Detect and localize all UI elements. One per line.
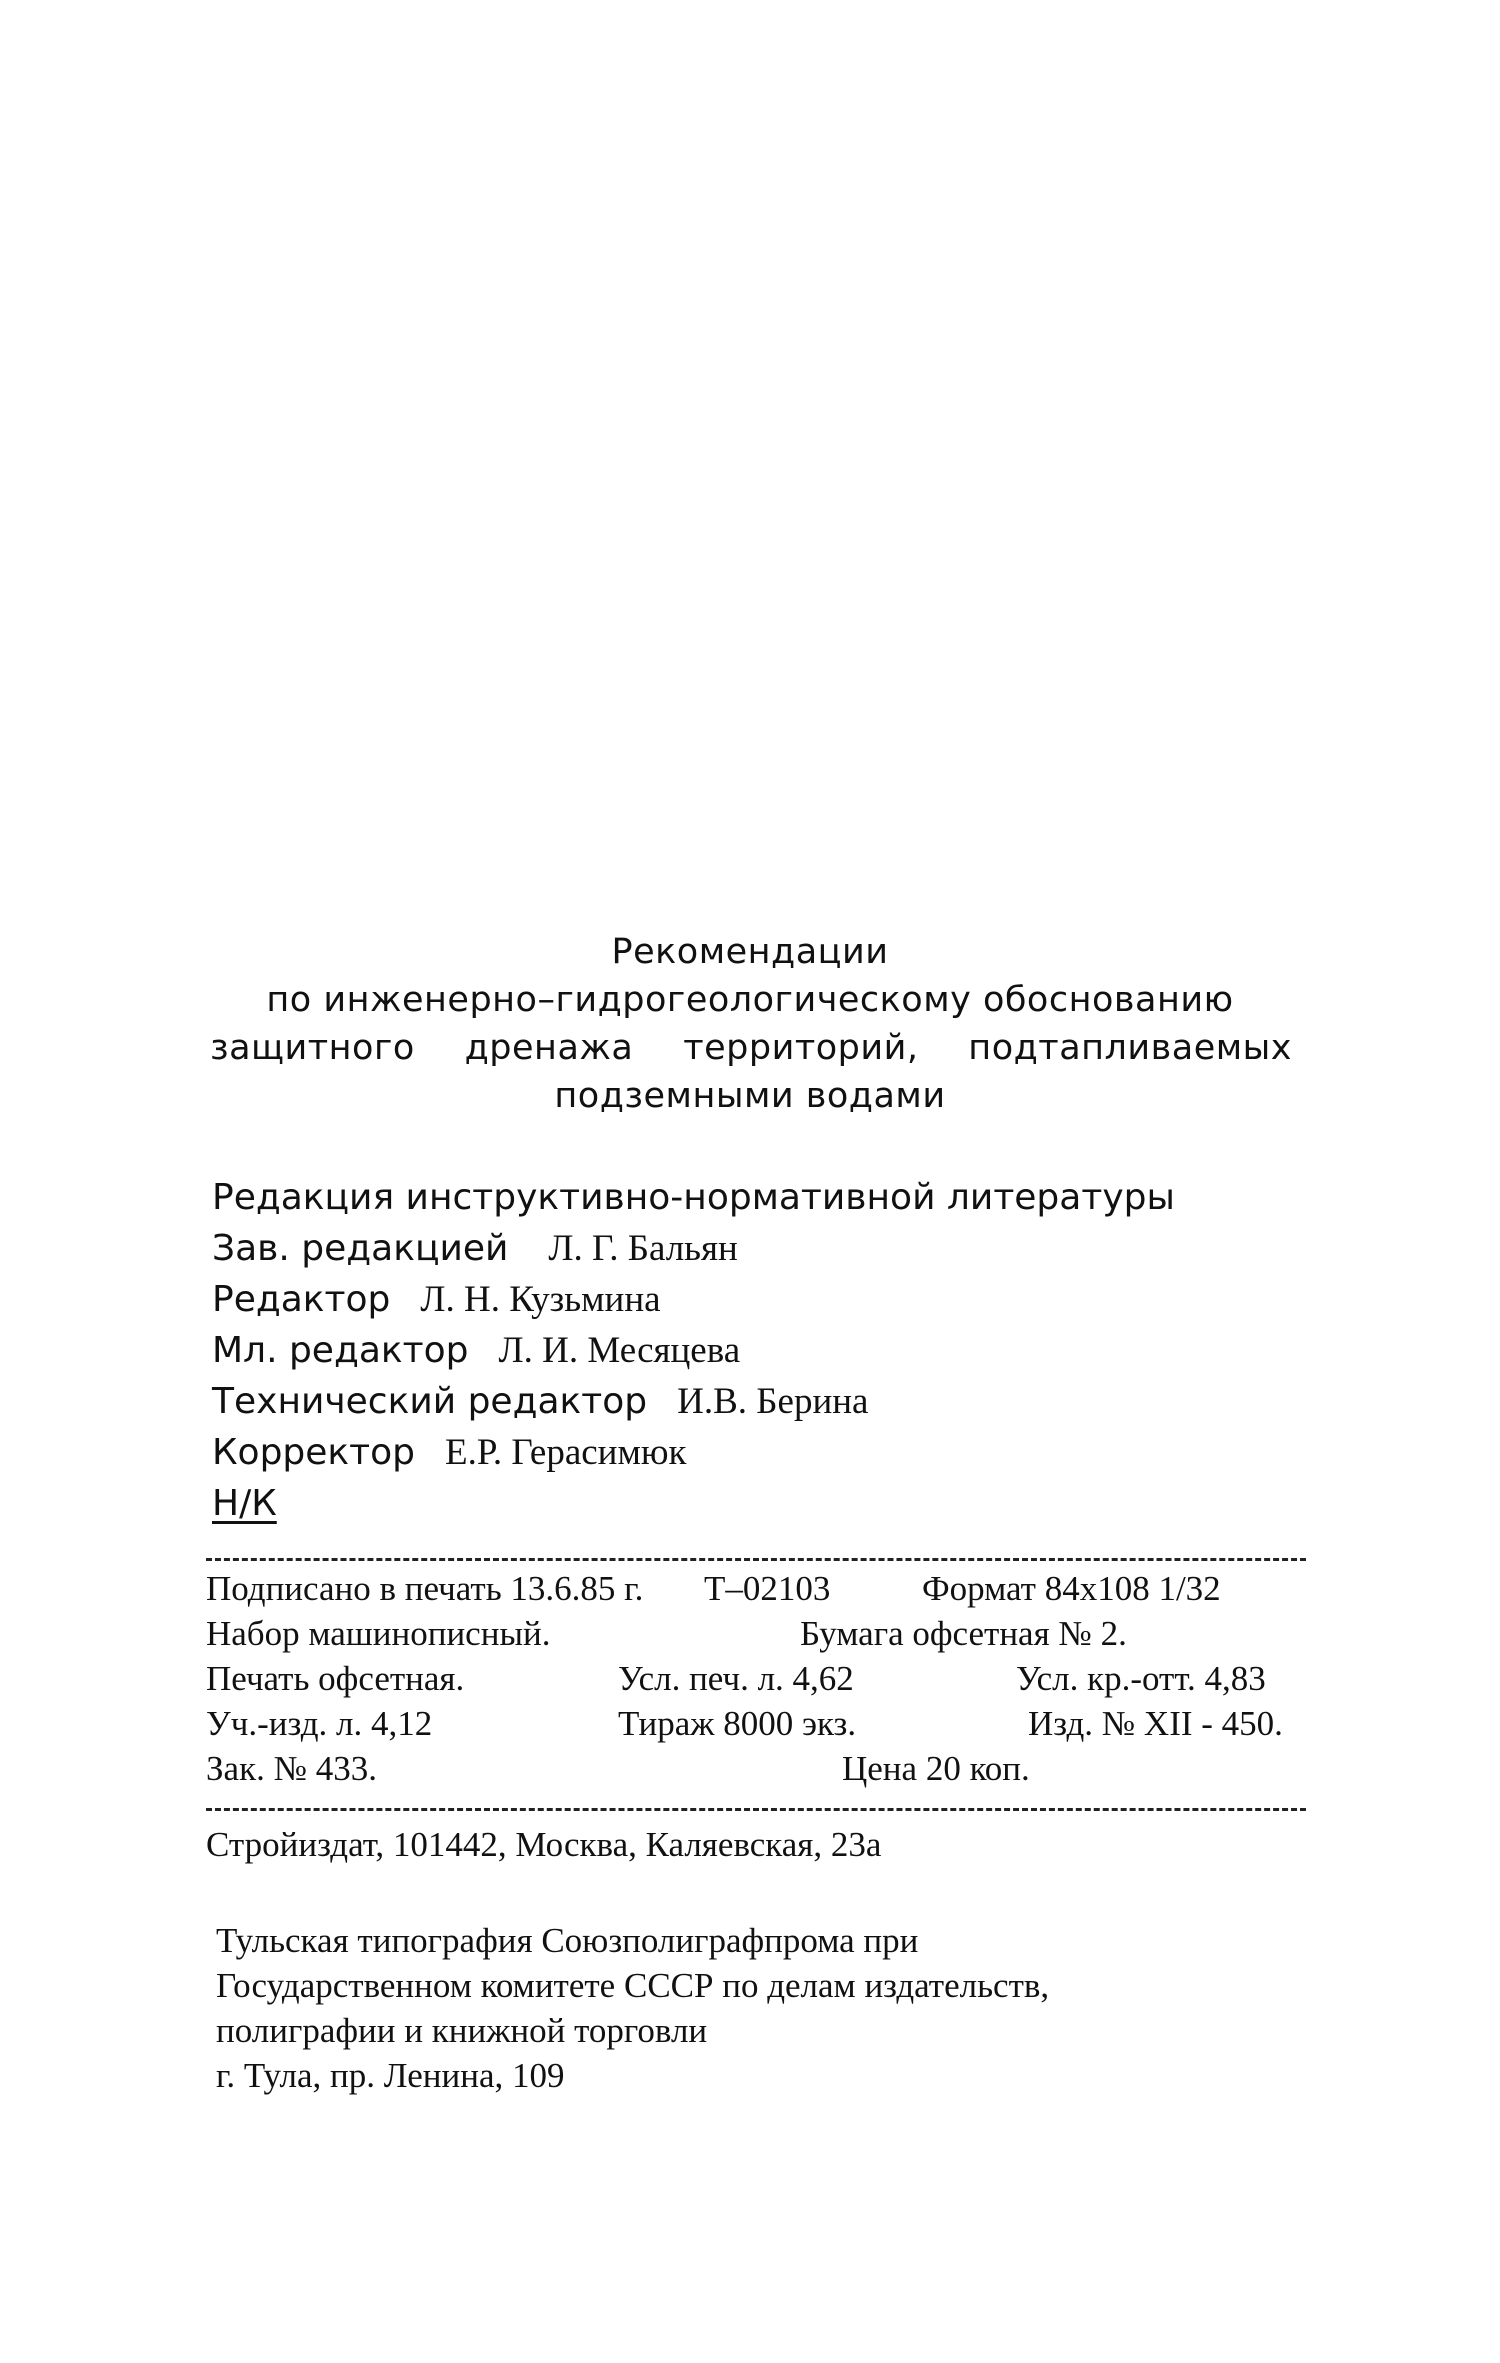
printer-info bbox=[216, 1918, 1049, 2098]
signed-date: Подписано в печать 13.6.85 г. bbox=[206, 1569, 644, 1608]
price: Цена 20 коп. bbox=[842, 1749, 1030, 1788]
imprint-block bbox=[206, 1566, 1316, 1791]
imprint-row bbox=[206, 1701, 1316, 1746]
edition-number: Изд. № XII - 450. bbox=[1028, 1704, 1283, 1743]
order-number: Зак. № 433. bbox=[206, 1749, 377, 1788]
credit-name: Л. Г. Бальян bbox=[548, 1228, 738, 1269]
edit-sheets: Уч.-изд. л. 4,12 bbox=[206, 1704, 433, 1743]
credit-head-editor bbox=[212, 1223, 1262, 1274]
nk-label: Н/К bbox=[212, 1483, 277, 1524]
imprint-row bbox=[206, 1566, 1316, 1611]
publisher-address: Стройиздат, 101442, Москва, Каляевская, 23а bbox=[206, 1825, 882, 1864]
title-line-1: Рекомендации bbox=[611, 932, 889, 972]
credit-editor bbox=[212, 1274, 1262, 1325]
print-run: Тираж 8000 экз. bbox=[618, 1704, 857, 1743]
format: Формат 84х108 1/32 bbox=[922, 1569, 1221, 1608]
nk-mark bbox=[212, 1478, 1262, 1529]
credit-name: Л. Н. Кузьмина bbox=[420, 1279, 661, 1320]
print-method: Печать офсетная. bbox=[206, 1659, 465, 1698]
printer-line-3: полиграфии и книжной торговли bbox=[216, 2011, 708, 2050]
color-proofs: Усл. кр.-отт. 4,83 bbox=[1016, 1659, 1266, 1698]
credit-label: Редактор bbox=[212, 1279, 391, 1320]
credit-label: Корректор bbox=[212, 1432, 416, 1473]
credit-proofreader bbox=[212, 1427, 1262, 1478]
credit-name: И.В. Берина bbox=[677, 1381, 869, 1422]
imprint-row bbox=[206, 1656, 1316, 1701]
divider-top bbox=[206, 1558, 1306, 1561]
edition-office: Редакция инструктивно-нормативной литературы bbox=[212, 1177, 1175, 1218]
credit-label: Зав. редакцией bbox=[212, 1228, 509, 1269]
printer-line-2: Государственном комитете СССР по делам издательств, bbox=[216, 1966, 1050, 2005]
credit-label: Мл. редактор bbox=[212, 1330, 469, 1371]
imprint-row bbox=[206, 1611, 1316, 1656]
printer-line-1: Тульская типография Союзполиграфпрома при bbox=[216, 1921, 919, 1960]
title-line-4: подземными водами bbox=[554, 1076, 946, 1116]
document-title bbox=[200, 928, 1300, 1120]
credit-technical-editor bbox=[212, 1376, 1262, 1427]
divider-bottom bbox=[206, 1808, 1306, 1811]
credit-label: Технический редактор bbox=[212, 1381, 648, 1422]
title-line-2: по инженерно–гидрогеологическому обоснованию bbox=[266, 980, 1234, 1020]
printer-line-4: г. Тула, пр. Ленина, 109 bbox=[216, 2056, 565, 2095]
license-code: Т–02103 bbox=[704, 1569, 831, 1608]
paper: Бумага офсетная № 2. bbox=[800, 1614, 1127, 1653]
credit-name: Е.Р. Герасимюк bbox=[445, 1432, 687, 1473]
credit-junior-editor bbox=[212, 1325, 1262, 1376]
editorial-credits bbox=[212, 1172, 1262, 1529]
typeset: Набор машинописный. bbox=[206, 1614, 551, 1653]
title-line-3: защитного дренажа территорий, подтапливаемых bbox=[210, 1028, 1292, 1068]
print-sheets: Усл. печ. л. 4,62 bbox=[618, 1659, 854, 1698]
imprint-row bbox=[206, 1746, 1316, 1791]
credit-name: Л. И. Месяцева bbox=[498, 1330, 741, 1371]
